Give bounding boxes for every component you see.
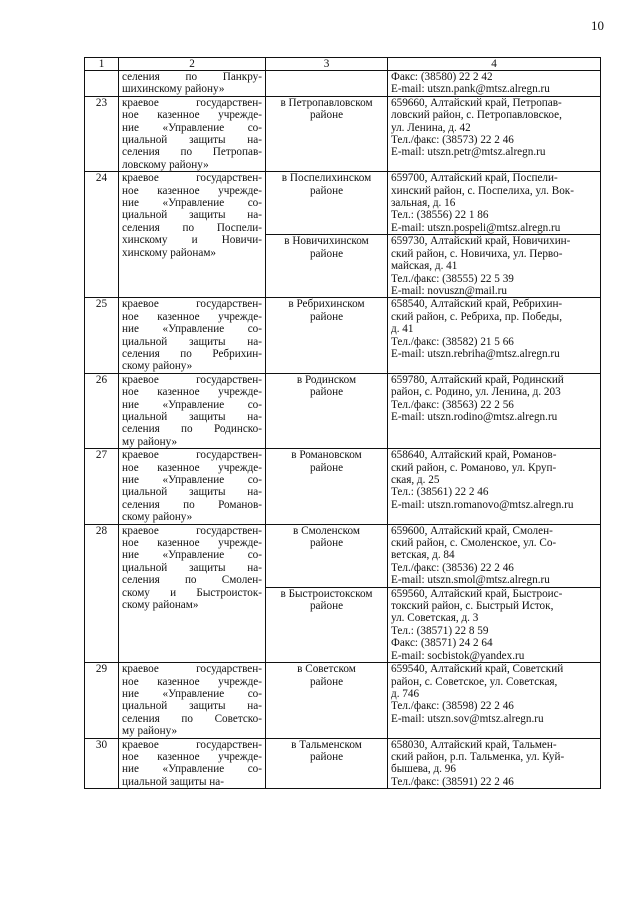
contact-line: ул. Советская, д. 3 <box>391 612 479 625</box>
row-number: 28 <box>85 524 119 662</box>
page-number: 10 <box>591 18 604 33</box>
contact-line: E-mail: socbistok@yandex.ru <box>391 649 525 662</box>
contact-line: Тел./факс: (38591) 22 2 46 <box>391 775 514 788</box>
agency-name-line: краевое государствен- <box>122 663 262 676</box>
agency-name-line: ние «Управление со- <box>122 197 262 210</box>
table-row <box>85 298 601 373</box>
agency-name-line: ние «Управление со- <box>122 323 262 336</box>
contact-cell <box>388 587 601 662</box>
agency-name-line: циальной защиты на- <box>122 209 262 222</box>
district-line: в Романовском <box>291 449 362 462</box>
contact-cell <box>388 96 601 171</box>
agency-name-line: ное казенное учрежде- <box>122 184 262 197</box>
contact-line: район, с. Советское, ул. Советская, <box>391 675 558 688</box>
agency-name-line: циальной защиты на- <box>122 335 262 348</box>
agency-name-line: ное казенное учрежде- <box>122 675 262 688</box>
contact-line: 659660, Алтайский край, Петропав- <box>391 96 562 109</box>
agency-name-cell <box>119 172 266 298</box>
contact-line: ский район, с. Новичиха, ул. Перво- <box>391 247 563 260</box>
contact-line: E-mail: utszn.petr@mtsz.alregn.ru <box>391 146 546 159</box>
row-number: 30 <box>85 738 119 789</box>
agency-name-line: селения по Родинско- <box>122 423 262 436</box>
contact-cell <box>388 449 601 524</box>
district-line: районе <box>309 184 344 197</box>
contact-line: зальная, д. 16 <box>391 197 456 210</box>
agency-name-line: краевое государствен- <box>122 449 262 462</box>
agency-name-cell <box>119 524 266 662</box>
district-line: районе <box>309 600 344 613</box>
agency-name-line: шихинскому району» <box>122 83 225 96</box>
contact-line: E-mail: utszn.rodino@mtsz.alregn.ru <box>391 410 558 423</box>
agency-name-line: краевое государствен- <box>122 96 262 109</box>
contact-line: Тел./факс: (38582) 21 5 66 <box>391 335 514 348</box>
agency-name-line: краевое государствен- <box>122 373 262 386</box>
contact-cell <box>388 373 601 448</box>
column-header: 3 <box>266 58 388 71</box>
agency-name-line: хинскому районам» <box>122 246 217 259</box>
contact-line: Факс: (38580) 22 2 42 <box>391 71 493 83</box>
contact-line: Факс: (38571) 24 2 64 <box>391 637 493 650</box>
table-row <box>85 663 601 738</box>
district-line: в Новичихинском <box>284 235 369 248</box>
district-line: районе <box>309 310 344 323</box>
district-line: в Быстроистокском <box>280 587 373 600</box>
table-row <box>85 738 601 789</box>
contact-line: 659730, Алтайский край, Новичихин- <box>391 235 571 248</box>
district-line: в Родинском <box>296 373 357 386</box>
district-line: районе <box>309 461 344 474</box>
contact-line: E-mail: utszn.romanovo@mtsz.alregn.ru <box>391 498 574 511</box>
row-number: 23 <box>85 96 119 171</box>
agency-name-line: ное казенное учрежде- <box>122 537 262 550</box>
column-header: 2 <box>119 58 266 71</box>
contact-line: 658540, Алтайский край, Ребрихин- <box>391 298 563 311</box>
contact-line: д. 746 <box>391 687 420 700</box>
agency-name-line: краевое государствен- <box>122 524 262 537</box>
contact-line: ская, д. 25 <box>391 474 440 486</box>
agency-name-line: краевое государствен- <box>122 738 262 751</box>
agency-name-line: селения по Советско- <box>122 712 262 725</box>
agency-name-line: селения по Петропав- <box>122 146 262 159</box>
agency-name-line: селения по Романов- <box>122 498 262 511</box>
district-line: в Советском <box>297 663 356 676</box>
district-cell <box>266 298 388 373</box>
contact-line: Тел.: (38561) 22 2 46 <box>391 486 489 499</box>
district-line: в Поспелихинском <box>281 172 372 185</box>
agency-name-line: ние «Управление со- <box>122 121 262 134</box>
contact-line: Тел.: (38556) 22 1 86 <box>391 209 489 222</box>
agency-name-line: скому району» <box>122 511 193 524</box>
agency-name-line: му району» <box>122 435 178 448</box>
contact-line: ул. Ленина, д. 42 <box>391 121 471 134</box>
column-header: 1 <box>85 58 119 71</box>
contact-line: 659700, Алтайский край, Поспели- <box>391 172 558 185</box>
contact-line: ский район, с. Смоленское, ул. Со- <box>391 537 557 550</box>
district-line: в Ребрихинском <box>288 298 365 311</box>
agency-name-line: ное казенное учрежде- <box>122 310 262 323</box>
row-number: 24 <box>85 172 119 298</box>
agency-name-line: краевое государствен- <box>122 298 262 311</box>
district-cell <box>266 449 388 524</box>
contact-line: E-mail: utszn.sov@mtsz.alregn.ru <box>391 712 544 725</box>
agency-name-line: циальной защиты на- <box>122 134 262 147</box>
district-line: в Тальменском <box>291 738 362 751</box>
contact-line: ский район, р.п. Тальменка, ул. Куй- <box>391 750 565 763</box>
district-line: в Петропавловском <box>280 96 373 109</box>
agency-name-cell <box>119 449 266 524</box>
district-cell <box>266 172 388 235</box>
contact-line: ский район, с. Ребриха, пр. Победы, <box>391 310 562 323</box>
table-body <box>85 71 601 789</box>
district-line: в Смоленском <box>293 524 360 537</box>
contact-line: ловский район, с. Петропавловское, <box>391 109 562 122</box>
contact-cell <box>388 235 601 298</box>
agency-name-line: ловскому району» <box>122 158 209 171</box>
table-row <box>85 172 601 235</box>
contact-line: E-mail: utszn.pospeli@mtsz.alregn.ru <box>391 221 561 234</box>
contact-line: д. 41 <box>391 323 414 336</box>
agency-name-line: скому району» <box>122 360 193 373</box>
table-row <box>85 524 601 587</box>
contact-line: 659600, Алтайский край, Смолен- <box>391 524 553 537</box>
contact-line: Тел./факс: (38563) 22 2 56 <box>391 398 514 411</box>
contact-line: Тел.: (38571) 22 8 59 <box>391 624 489 637</box>
agency-name-line: циальной защиты на- <box>122 410 262 423</box>
district-cell <box>266 96 388 171</box>
row-number: 26 <box>85 373 119 448</box>
agency-name-line: скому и Быстроисток- <box>122 586 262 599</box>
contact-cell <box>388 663 601 738</box>
contact-line: хинский район, с. Поспелиха, ул. Вок- <box>391 184 574 197</box>
contact-line: токский район, с. Быстрый Исток, <box>391 600 554 613</box>
contact-line: 659780, Алтайский край, Родинский <box>391 373 564 386</box>
agency-name-cell <box>119 373 266 448</box>
agency-name-line: циальной защиты на- <box>122 561 262 574</box>
district-cell <box>266 235 388 298</box>
district-cell <box>266 373 388 448</box>
agency-name-line: циальной защиты на- <box>122 775 224 788</box>
district-line: районе <box>309 109 344 122</box>
agency-name-line: ное казенное учрежде- <box>122 461 262 474</box>
column-header: 4 <box>388 58 601 71</box>
contact-line: E-mail: novuszn@mail.ru <box>391 284 507 297</box>
contact-line: 658030, Алтайский край, Тальмен- <box>391 738 557 751</box>
district-line: районе <box>309 247 344 260</box>
table-row <box>85 373 601 448</box>
row-number: 27 <box>85 449 119 524</box>
contact-line: Тел./факс: (38536) 22 2 46 <box>391 561 514 574</box>
district-cell <box>266 524 388 587</box>
agency-name-line: ное казенное учрежде- <box>122 109 262 122</box>
row-number <box>85 71 119 97</box>
agency-name-line: ное казенное учрежде- <box>122 750 262 763</box>
table-row <box>85 71 601 97</box>
agency-name-line: ние «Управление со- <box>122 763 262 776</box>
agency-name-line: ние «Управление со- <box>122 474 262 486</box>
contact-line: Тел./факс: (38573) 22 2 46 <box>391 134 514 147</box>
contact-cell <box>388 71 601 97</box>
contact-line: Тел./факс: (38598) 22 2 46 <box>391 700 514 713</box>
contact-line: E-mail: utszn.pank@mtsz.alregn.ru <box>391 83 550 96</box>
contact-line: бышева, д. 96 <box>391 763 456 776</box>
agency-name-line: ное казенное учрежде- <box>122 386 262 399</box>
contact-line: 659560, Алтайский край, Быстроис- <box>391 587 563 600</box>
table-row <box>85 96 601 171</box>
district-cell <box>266 71 388 97</box>
district-line: районе <box>309 750 344 763</box>
agency-name-cell <box>119 298 266 373</box>
agency-name-line: ние «Управление со- <box>122 687 262 700</box>
contact-line: 658640, Алтайский край, Романов- <box>391 449 557 462</box>
contact-line: район, с. Родино, ул. Ленина, д. 203 <box>391 386 561 399</box>
agency-name-cell <box>119 663 266 738</box>
agency-name-line: селения по Панкру- <box>122 71 262 83</box>
district-cell <box>266 738 388 789</box>
district-line: районе <box>309 537 344 550</box>
agency-name-line: му району» <box>122 725 178 738</box>
agency-name-cell <box>119 71 266 97</box>
district-line: районе <box>309 386 344 399</box>
row-number: 29 <box>85 663 119 738</box>
contact-line: E-mail: utszn.smol@mtsz.alregn.ru <box>391 574 550 587</box>
contact-line: Тел./факс: (38555) 22 5 39 <box>391 272 514 285</box>
district-line: районе <box>309 675 344 688</box>
contact-cell <box>388 298 601 373</box>
agency-name-line: ние «Управление со- <box>122 549 262 562</box>
contact-cell <box>388 738 601 789</box>
agency-name-cell <box>119 96 266 171</box>
contact-line: майская, д. 41 <box>391 260 458 273</box>
agency-name-line: селения по Поспели- <box>122 221 262 234</box>
contact-line: E-mail: utszn.rebriha@mtsz.alregn.ru <box>391 347 560 360</box>
agency-name-line: циальной защиты на- <box>122 700 262 713</box>
contact-line: 659540, Алтайский край, Советский <box>391 663 564 676</box>
agency-name-cell <box>119 738 266 789</box>
agency-name-line: хинскому и Новичи- <box>122 234 262 247</box>
district-cell <box>266 663 388 738</box>
contact-line: ветская, д. 84 <box>391 549 455 562</box>
contact-cell <box>388 524 601 587</box>
agency-name-line: селения по Смолен- <box>122 574 262 587</box>
table-row <box>85 449 601 524</box>
district-cell <box>266 587 388 662</box>
row-number: 25 <box>85 298 119 373</box>
agency-name-line: селения по Ребрихин- <box>122 347 262 360</box>
contact-line: ский район, с. Романово, ул. Круп- <box>391 461 557 474</box>
contact-cell <box>388 172 601 235</box>
agency-name-line: скому районам» <box>122 599 199 612</box>
agency-name-line: краевое государствен- <box>122 172 262 185</box>
agency-name-line: ние «Управление со- <box>122 398 262 411</box>
agency-name-line: циальной защиты на- <box>122 486 262 499</box>
table-header-row <box>85 58 601 71</box>
agency-table <box>84 57 601 789</box>
